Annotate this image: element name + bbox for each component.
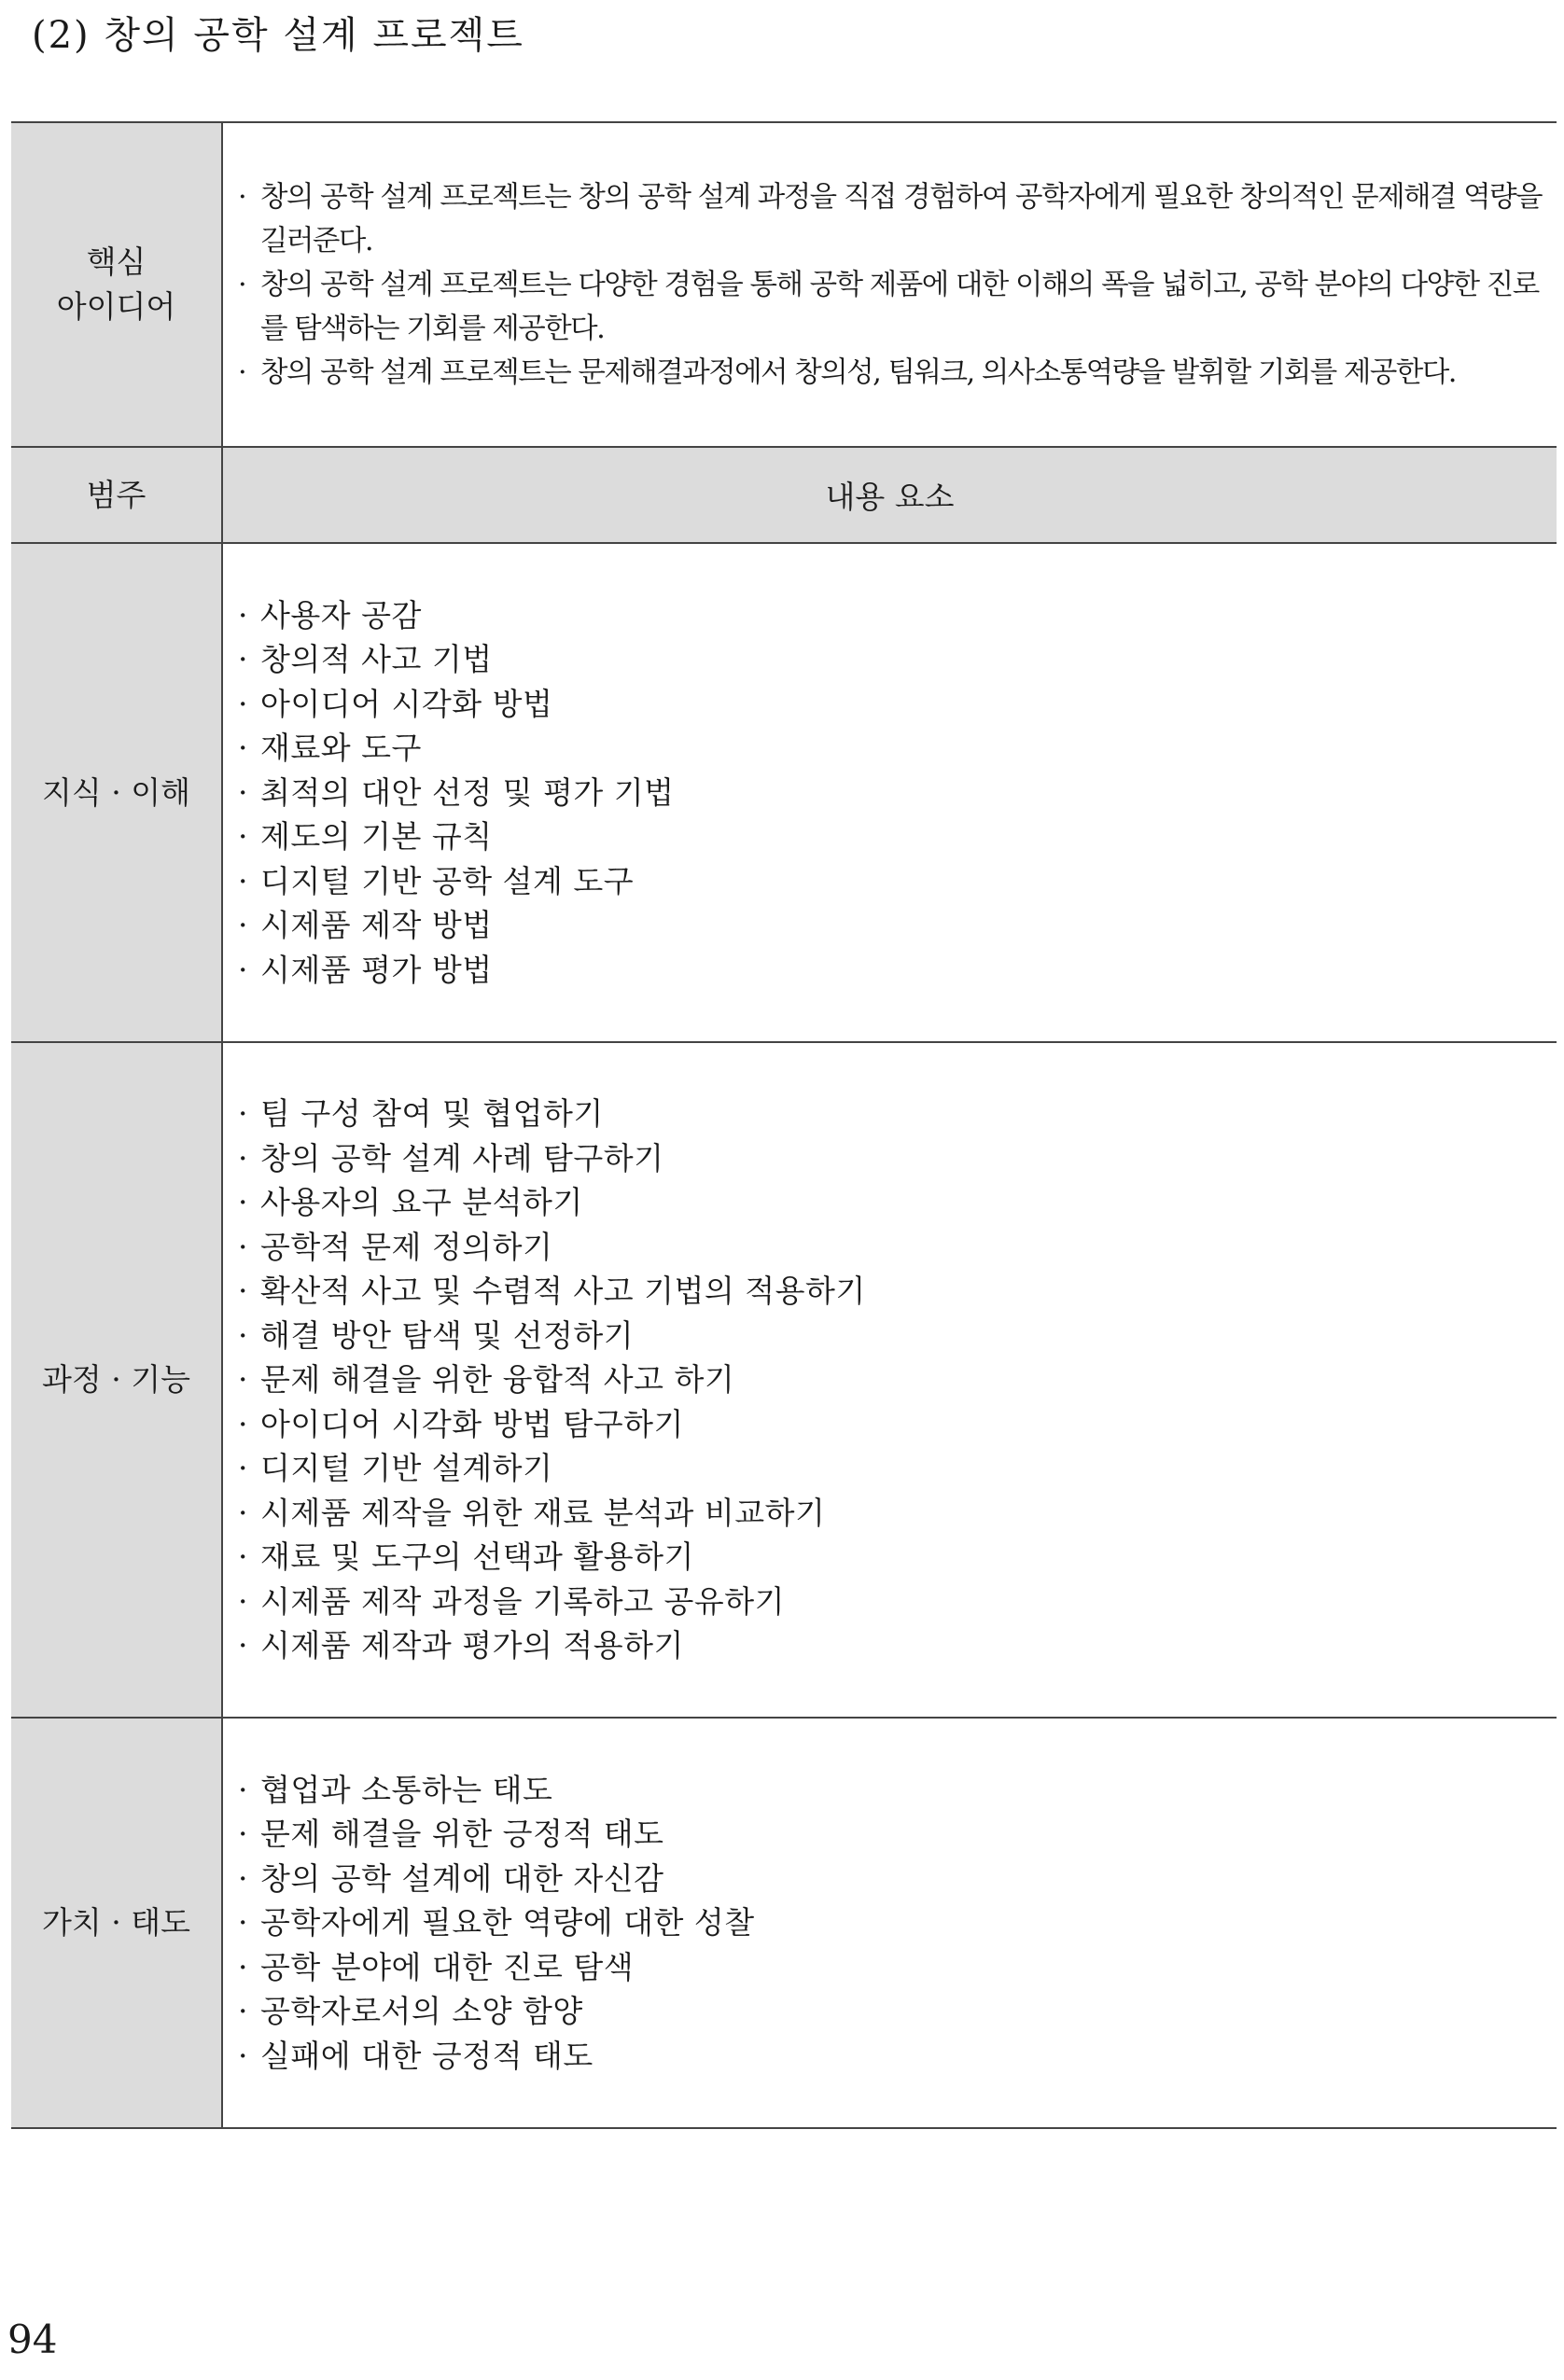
- bullet-dot: ·: [238, 1904, 248, 1942]
- list-item: [238, 1402, 1547, 1447]
- list-item: [238, 1446, 1547, 1491]
- list-item-text: 해결 방안 탐색 및 선정하기: [260, 1316, 635, 1354]
- bullet-dot: ·: [238, 730, 248, 767]
- list-item: [238, 1180, 1547, 1225]
- section-title: (2) 창의 공학 설계 프로젝트: [32, 14, 524, 57]
- list-item-text: 최적의 대안 선정 및 평가 기법: [260, 773, 675, 811]
- bullet-dot: ·: [238, 1993, 248, 2030]
- process-content-cell: [222, 1042, 1557, 1718]
- core-idea-item: [238, 263, 1547, 351]
- list-item: [238, 1857, 1547, 1901]
- bullet-dot: ·: [238, 2037, 248, 2074]
- core-idea-row: [11, 122, 1557, 447]
- list-item: [238, 1989, 1547, 2034]
- values-content-cell: [222, 1718, 1557, 2128]
- list-item: [238, 1945, 1547, 1990]
- list-item: [238, 859, 1547, 904]
- list-item: [238, 1900, 1547, 1945]
- list-item: [238, 948, 1547, 993]
- process-row: [11, 1042, 1557, 1718]
- table-header-row: [11, 447, 1557, 543]
- bullet-dot: ·: [238, 818, 248, 856]
- list-item-text: 문제 해결을 위한 융합적 사고 하기: [260, 1361, 735, 1399]
- core-idea-item: [238, 175, 1547, 263]
- bullet-dot: ·: [238, 180, 246, 214]
- bullet-dot: ·: [238, 641, 248, 678]
- bullet-dot: ·: [238, 907, 248, 944]
- list-item-text: 제도의 기본 규칙: [260, 818, 493, 856]
- list-item-text: 시제품 제작 과정을 기록하고 공유하기: [260, 1582, 786, 1620]
- process-label: 과정 · 기능: [11, 1042, 222, 1718]
- list-item-text: 창의 공학 설계에 대한 자신감: [260, 1859, 664, 1897]
- list-item: [238, 1136, 1547, 1181]
- list-item-text: 공학 분야에 대한 진로 탐색: [260, 1948, 635, 1985]
- list-item-text: 협업과 소통하는 태도: [260, 1771, 553, 1808]
- list-item-text: 창의 공학 설계 사례 탐구하기: [260, 1139, 664, 1176]
- core-idea-item: [238, 351, 1547, 395]
- bullet-dot: ·: [238, 773, 248, 811]
- list-item: [238, 1092, 1547, 1136]
- list-item: [238, 1357, 1547, 1402]
- list-item-text: 재료 및 도구의 선택과 활용하기: [260, 1538, 694, 1576]
- bullet-dot: ·: [238, 1405, 248, 1442]
- list-item-text: 디지털 기반 공학 설계 도구: [260, 862, 635, 899]
- bullet-dot: ·: [238, 596, 248, 633]
- list-item-text: 창의적 사고 기법: [260, 641, 493, 678]
- core-idea-item-text: 창의 공학 설계 프로젝트는 다양한 경험을 통해 공학 제품에 대한 이해의 폭을 넓히고, 공학 분야의 다양한 진로를 탐색하는 기회를 제공한다.: [260, 268, 1539, 345]
- bullet-dot: ·: [238, 1859, 248, 1897]
- list-item-text: 디지털 기반 설계하기: [260, 1450, 553, 1487]
- list-item: [238, 1491, 1547, 1536]
- bullet-dot: ·: [238, 1450, 248, 1487]
- core-idea-label-line2: 아이디어: [56, 288, 176, 325]
- bullet-dot: ·: [238, 1816, 248, 1853]
- knowledge-row: [11, 543, 1557, 1042]
- list-item-text: 시제품 평가 방법: [260, 951, 493, 988]
- list-item-text: 공학자에게 필요한 역량에 대한 성찰: [260, 1904, 755, 1942]
- list-item: [238, 903, 1547, 948]
- list-item: [238, 1225, 1547, 1270]
- list-item: [238, 1812, 1547, 1857]
- list-item: [238, 1535, 1547, 1580]
- list-item-text: 아이디어 시각화 방법: [260, 685, 553, 722]
- list-item: [238, 771, 1547, 815]
- bullet-dot: ·: [238, 1139, 248, 1176]
- bullet-dot: ·: [238, 1361, 248, 1399]
- bullet-dot: ·: [238, 1273, 248, 1310]
- bullet-dot: ·: [238, 951, 248, 988]
- list-item: [238, 1580, 1547, 1624]
- list-item-text: 사용자 공감: [260, 596, 422, 633]
- list-item: [238, 593, 1547, 638]
- core-idea-content-cell: [222, 122, 1557, 447]
- bullet-dot: ·: [238, 685, 248, 722]
- bullet-dot: ·: [238, 1538, 248, 1576]
- bullet-dot: ·: [238, 1627, 248, 1664]
- list-item: [238, 682, 1547, 727]
- list-item-text: 사용자의 요구 분석하기: [260, 1184, 583, 1221]
- page-number: 94: [7, 2317, 58, 2362]
- list-item-text: 공학자로서의 소양 함양: [260, 1993, 583, 2030]
- list-item-text: 재료와 도구: [260, 730, 422, 767]
- bullet-dot: ·: [238, 268, 246, 301]
- values-label: 가치 · 태도: [11, 1718, 222, 2128]
- list-item-text: 팀 구성 참여 및 협업하기: [260, 1095, 604, 1133]
- bullet-dot: ·: [238, 1184, 248, 1221]
- values-row: [11, 1718, 1557, 2128]
- core-idea-item-text: 창의 공학 설계 프로젝트는 문제해결과정에서 창의성, 팀워크, 의사소통역량을 발휘할 기회를 제공한다.: [260, 355, 1456, 389]
- list-item: [238, 814, 1547, 859]
- bullet-dot: ·: [238, 355, 246, 389]
- bullet-dot: ·: [238, 1948, 248, 1985]
- list-item-text: 아이디어 시각화 방법 탐구하기: [260, 1405, 684, 1442]
- bullet-dot: ·: [238, 1771, 248, 1808]
- bullet-dot: ·: [238, 1228, 248, 1265]
- bullet-dot: ·: [238, 1316, 248, 1354]
- bullet-dot: ·: [238, 862, 248, 899]
- list-item: [238, 726, 1547, 771]
- knowledge-content-cell: [222, 543, 1557, 1042]
- list-item: [238, 1269, 1547, 1314]
- list-item: [238, 1314, 1547, 1358]
- knowledge-label: 지식 · 이해: [11, 543, 222, 1042]
- core-idea-label-cell: [11, 122, 222, 447]
- bullet-dot: ·: [238, 1494, 248, 1531]
- header-category: 범주: [11, 447, 222, 543]
- list-item-text: 시제품 제작을 위한 재료 분석과 비교하기: [260, 1494, 826, 1531]
- core-idea-item-text: 창의 공학 설계 프로젝트는 창의 공학 설계 과정을 직접 경험하여 공학자에게 필요한 창의적인 문제해결 역량을 길러준다.: [260, 180, 1543, 257]
- list-item-text: 시제품 제작과 평가의 적용하기: [260, 1627, 684, 1664]
- bullet-dot: ·: [238, 1095, 248, 1133]
- list-item-text: 확산적 사고 및 수렴적 사고 기법의 적용하기: [260, 1273, 866, 1310]
- bullet-dot: ·: [238, 1582, 248, 1620]
- list-item: [238, 637, 1547, 682]
- curriculum-table: [11, 121, 1557, 2129]
- header-content: 내용 요소: [222, 447, 1557, 543]
- core-idea-label-line1: 핵심: [86, 244, 147, 280]
- list-item: [238, 2034, 1547, 2079]
- list-item-text: 시제품 제작 방법: [260, 907, 493, 944]
- list-item-text: 문제 해결을 위한 긍정적 태도: [260, 1816, 664, 1853]
- list-item-text: 실패에 대한 긍정적 태도: [260, 2037, 593, 2074]
- list-item-text: 공학적 문제 정의하기: [260, 1228, 553, 1265]
- list-item: [238, 1768, 1547, 1813]
- list-item: [238, 1623, 1547, 1668]
